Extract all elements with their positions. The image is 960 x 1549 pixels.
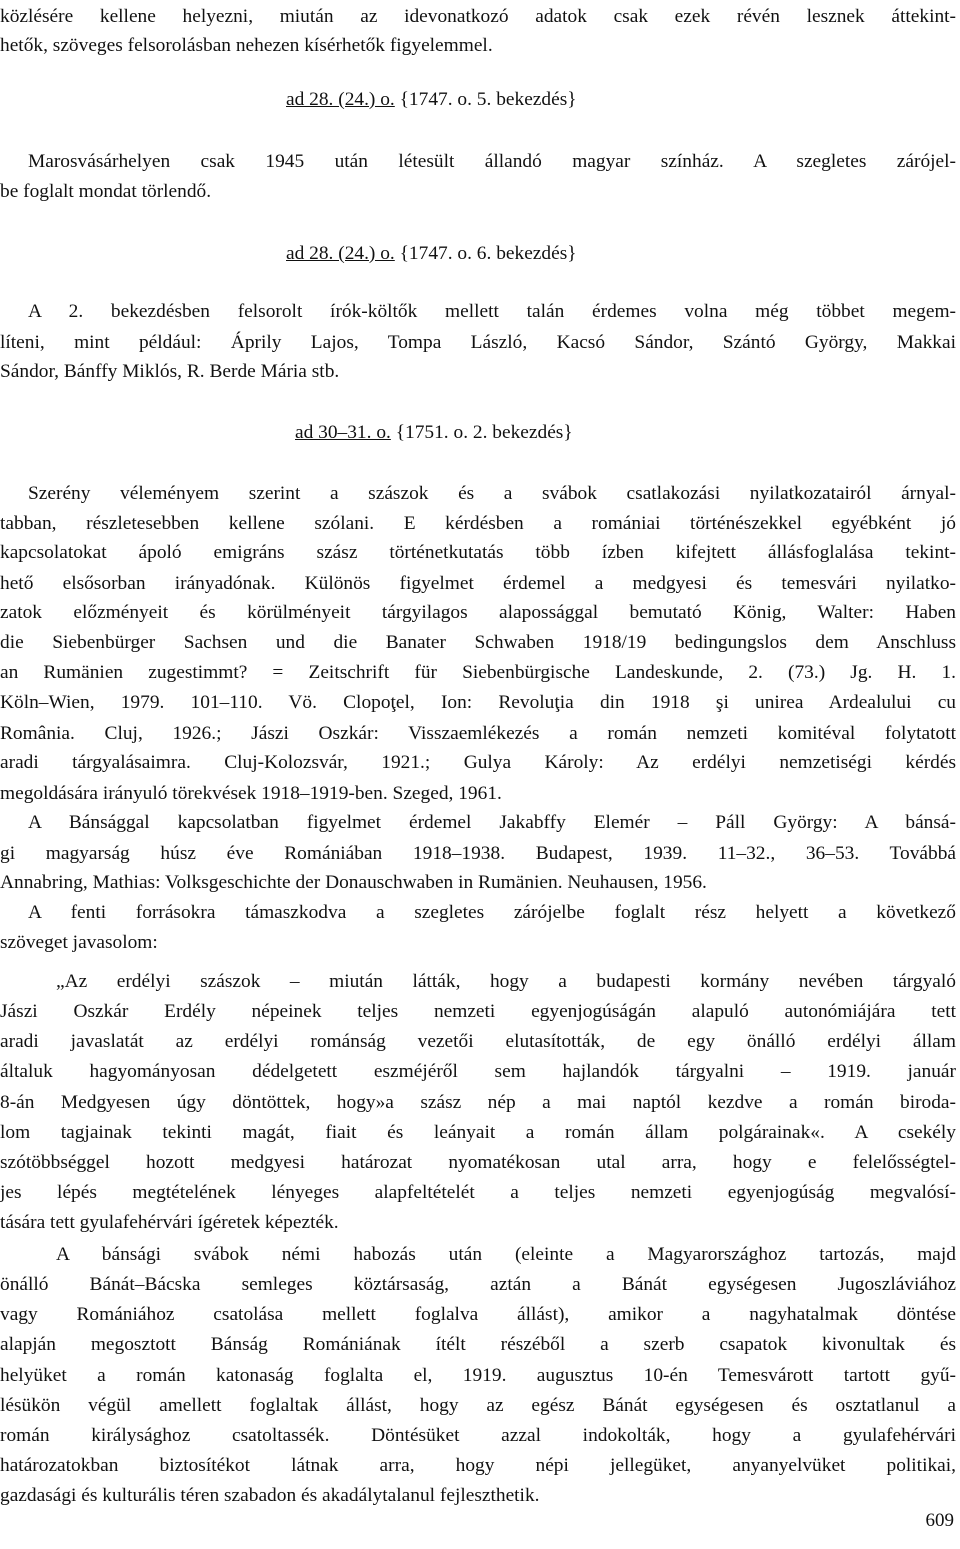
text-line: die Siebenbürger Sachsen und die Banater Schwaben 1918/19 bedingungslos dem Anschluss (0, 632, 956, 653)
reference-link: ad 28. (24.) o. (286, 243, 395, 264)
reference-location: {1751. o. 2. bekezdés} (390, 422, 573, 443)
reference-heading (295, 418, 573, 448)
quote-line: lésükön végül amellett foglaltak állást, hogy az egész Bánát egységesen és osztatlanul a (0, 1395, 956, 1416)
text-line: Annabring, Mathias: Volksgeschichte der Donauschwaben in Rumänien. Neuhausen, 1956. (0, 872, 707, 893)
quote-line: szótöbbséggel hozott medgyesi határozat nyomatékosan utal arra, hogy e felelősségtel- (0, 1152, 956, 1173)
text-line: megoldására irányuló törekvések 1918–1919-ben. Szeged, 1961. (0, 783, 502, 804)
text-line: A 2. bekezdésben felsorolt írók-költők mellett talán érdemes volna még többet megem- (28, 301, 956, 322)
text-line: kapcsolatokat ápoló emigráns szász történetkutatás több ízben kifejtett állásfoglalása tekint- (0, 542, 956, 563)
reference-location: {1747. o. 5. bekezdés} (394, 89, 577, 110)
quote-line: általuk hagyományosan dédelgetett eszméjéről sem hajlandók tárgyalni – 1919. január (0, 1061, 956, 1082)
text-line: Szerény véleményem szerint a szászok és a svábok csatlakozási nyilatkozatairól árnyal- (28, 483, 956, 504)
text-line: Marosvásárhelyen csak 1945 után létesült állandó magyar színház. A szegletes zárójel- (28, 151, 956, 172)
text-line: tabban, részletesebben kellene szólani. E kérdésben a romániai történészekkel egyébként jó (0, 513, 956, 534)
reference-heading (286, 85, 577, 115)
text-line: aradi tárgyalásaimra. Cluj-Kolozsvár, 1921.; Gulya Károly: Az erdélyi nemzetiségi kérdés (0, 752, 956, 773)
text-line: szöveget javasolom: (0, 932, 158, 953)
text-line: România. Cluj, 1926.; Jászi Oszkár: Visszaemlékezés a román nemzeti komitéval folytatott (0, 723, 956, 744)
quote-line: alapján megosztott Bánság Romániának ítélt részéből a szerb csapatok kivonultak és (0, 1334, 956, 1355)
text-line: hető elsősorban irányadónak. Különös figyelmet érdemel a medgyesi és temesvári nyilatko- (0, 573, 956, 594)
quote-line: „Az erdélyi szászok – miután látták, hogy a budapesti kormány nevében tárgyaló (56, 971, 956, 992)
quote-line: 8-án Medgyesen úgy döntöttek, hogy»a szász nép a mai naptól kezdve a román biroda- (0, 1092, 956, 1113)
text-line: közlésére kellene helyezni, miután az idevonatkozó adatok csak ezek révén lesznek áttekint- (0, 6, 956, 27)
text-line: hetők, szöveges felsorolásban nehezen kísérhetők figyelemmel. (0, 35, 493, 56)
quote-line: Jászi Oszkár Erdély népeinek teljes nemzeti egyenjogúságán alapuló autonómiájára tett (0, 1001, 956, 1022)
quote-line: jes lépés megtételének lényeges alapfeltételét a teljes nemzeti egyenjogúság megvalósí- (0, 1182, 956, 1203)
text-line: líteni, mint például: Áprily Lajos, Tompa László, Kacsó Sándor, Szántó György, Makkai (0, 332, 956, 353)
quote-line: vagy Romániához csatolása mellett foglalva állást), amikor a nagyhatalmak döntése (0, 1304, 956, 1325)
reference-heading (286, 239, 577, 269)
text-line: Sándor, Bánffy Miklós, R. Berde Mária stb. (0, 361, 340, 382)
text-line: gi magyarság húsz éve Romániában 1918–1938. Budapest, 1939. 11–32., 36–53. Továbbá (0, 843, 956, 864)
quote-line: helyüket a román katonaság foglalta el, 1919. augusztus 10-én Temesvárott tartott gyű- (0, 1365, 956, 1386)
reference-link: ad 30–31. o. (295, 422, 391, 443)
text-line: an Rumänien zugestimmt? = Zeitschrift für Siebenbürgische Landeskunde, 2. (73.) Jg. H. 1. (0, 662, 956, 683)
text-line: A Bánsággal kapcsolatban figyelmet érdemel Jakabffy Elemér – Páll György: A bánsá- (28, 812, 956, 833)
text-line: be foglalt mondat törlendő. (0, 181, 212, 202)
reference-location: {1747. o. 6. bekezdés} (394, 243, 577, 264)
quote-line: A bánsági svábok némi habozás után (eleinte a Magyarországhoz tartozás, majd (56, 1244, 956, 1265)
quote-line: önálló Bánát–Bácska semleges köztársaság, aztán a Bánát egységesen Jugoszláviához (0, 1274, 956, 1295)
quote-line: lom tagjainak tekinti magát, fiait és leányait a román állam polgárainak«. A csekély (0, 1122, 956, 1143)
text-line: A fenti forrásokra támaszkodva a szegletes zárójelbe foglalt rész helyett a következő (28, 902, 956, 923)
page-number: 609 (925, 1510, 954, 1531)
text-line: Köln–Wien, 1979. 101–110. Vö. Clopoţel, Ion: Revoluţia din 1918 şi unirea Ardealului cu (0, 692, 956, 713)
quote-line: határozatokban biztosítékot látnak arra, hogy népi jellegüket, anyanyelvüket politikai, (0, 1455, 956, 1476)
quote-line: gazdasági és kulturális téren szabadon és akadálytalanul fejleszthetik. (0, 1485, 540, 1506)
quote-line: román királysághoz csatoltassék. Döntésüket azzal indokolták, hogy a gyulafehérvári (0, 1425, 956, 1446)
text-line: zatok előzményeit és körülményeit tárgyilagos alapossággal bemutató König, Walter: Haben (0, 602, 956, 623)
reference-link: ad 28. (24.) o. (286, 89, 395, 110)
quote-line: tására tett gyulafehérvári ígéretek képezték. (0, 1212, 339, 1233)
quote-line: aradi javaslatát az erdélyi románság vezetői elutasították, de egy önálló erdélyi állam (0, 1031, 956, 1052)
